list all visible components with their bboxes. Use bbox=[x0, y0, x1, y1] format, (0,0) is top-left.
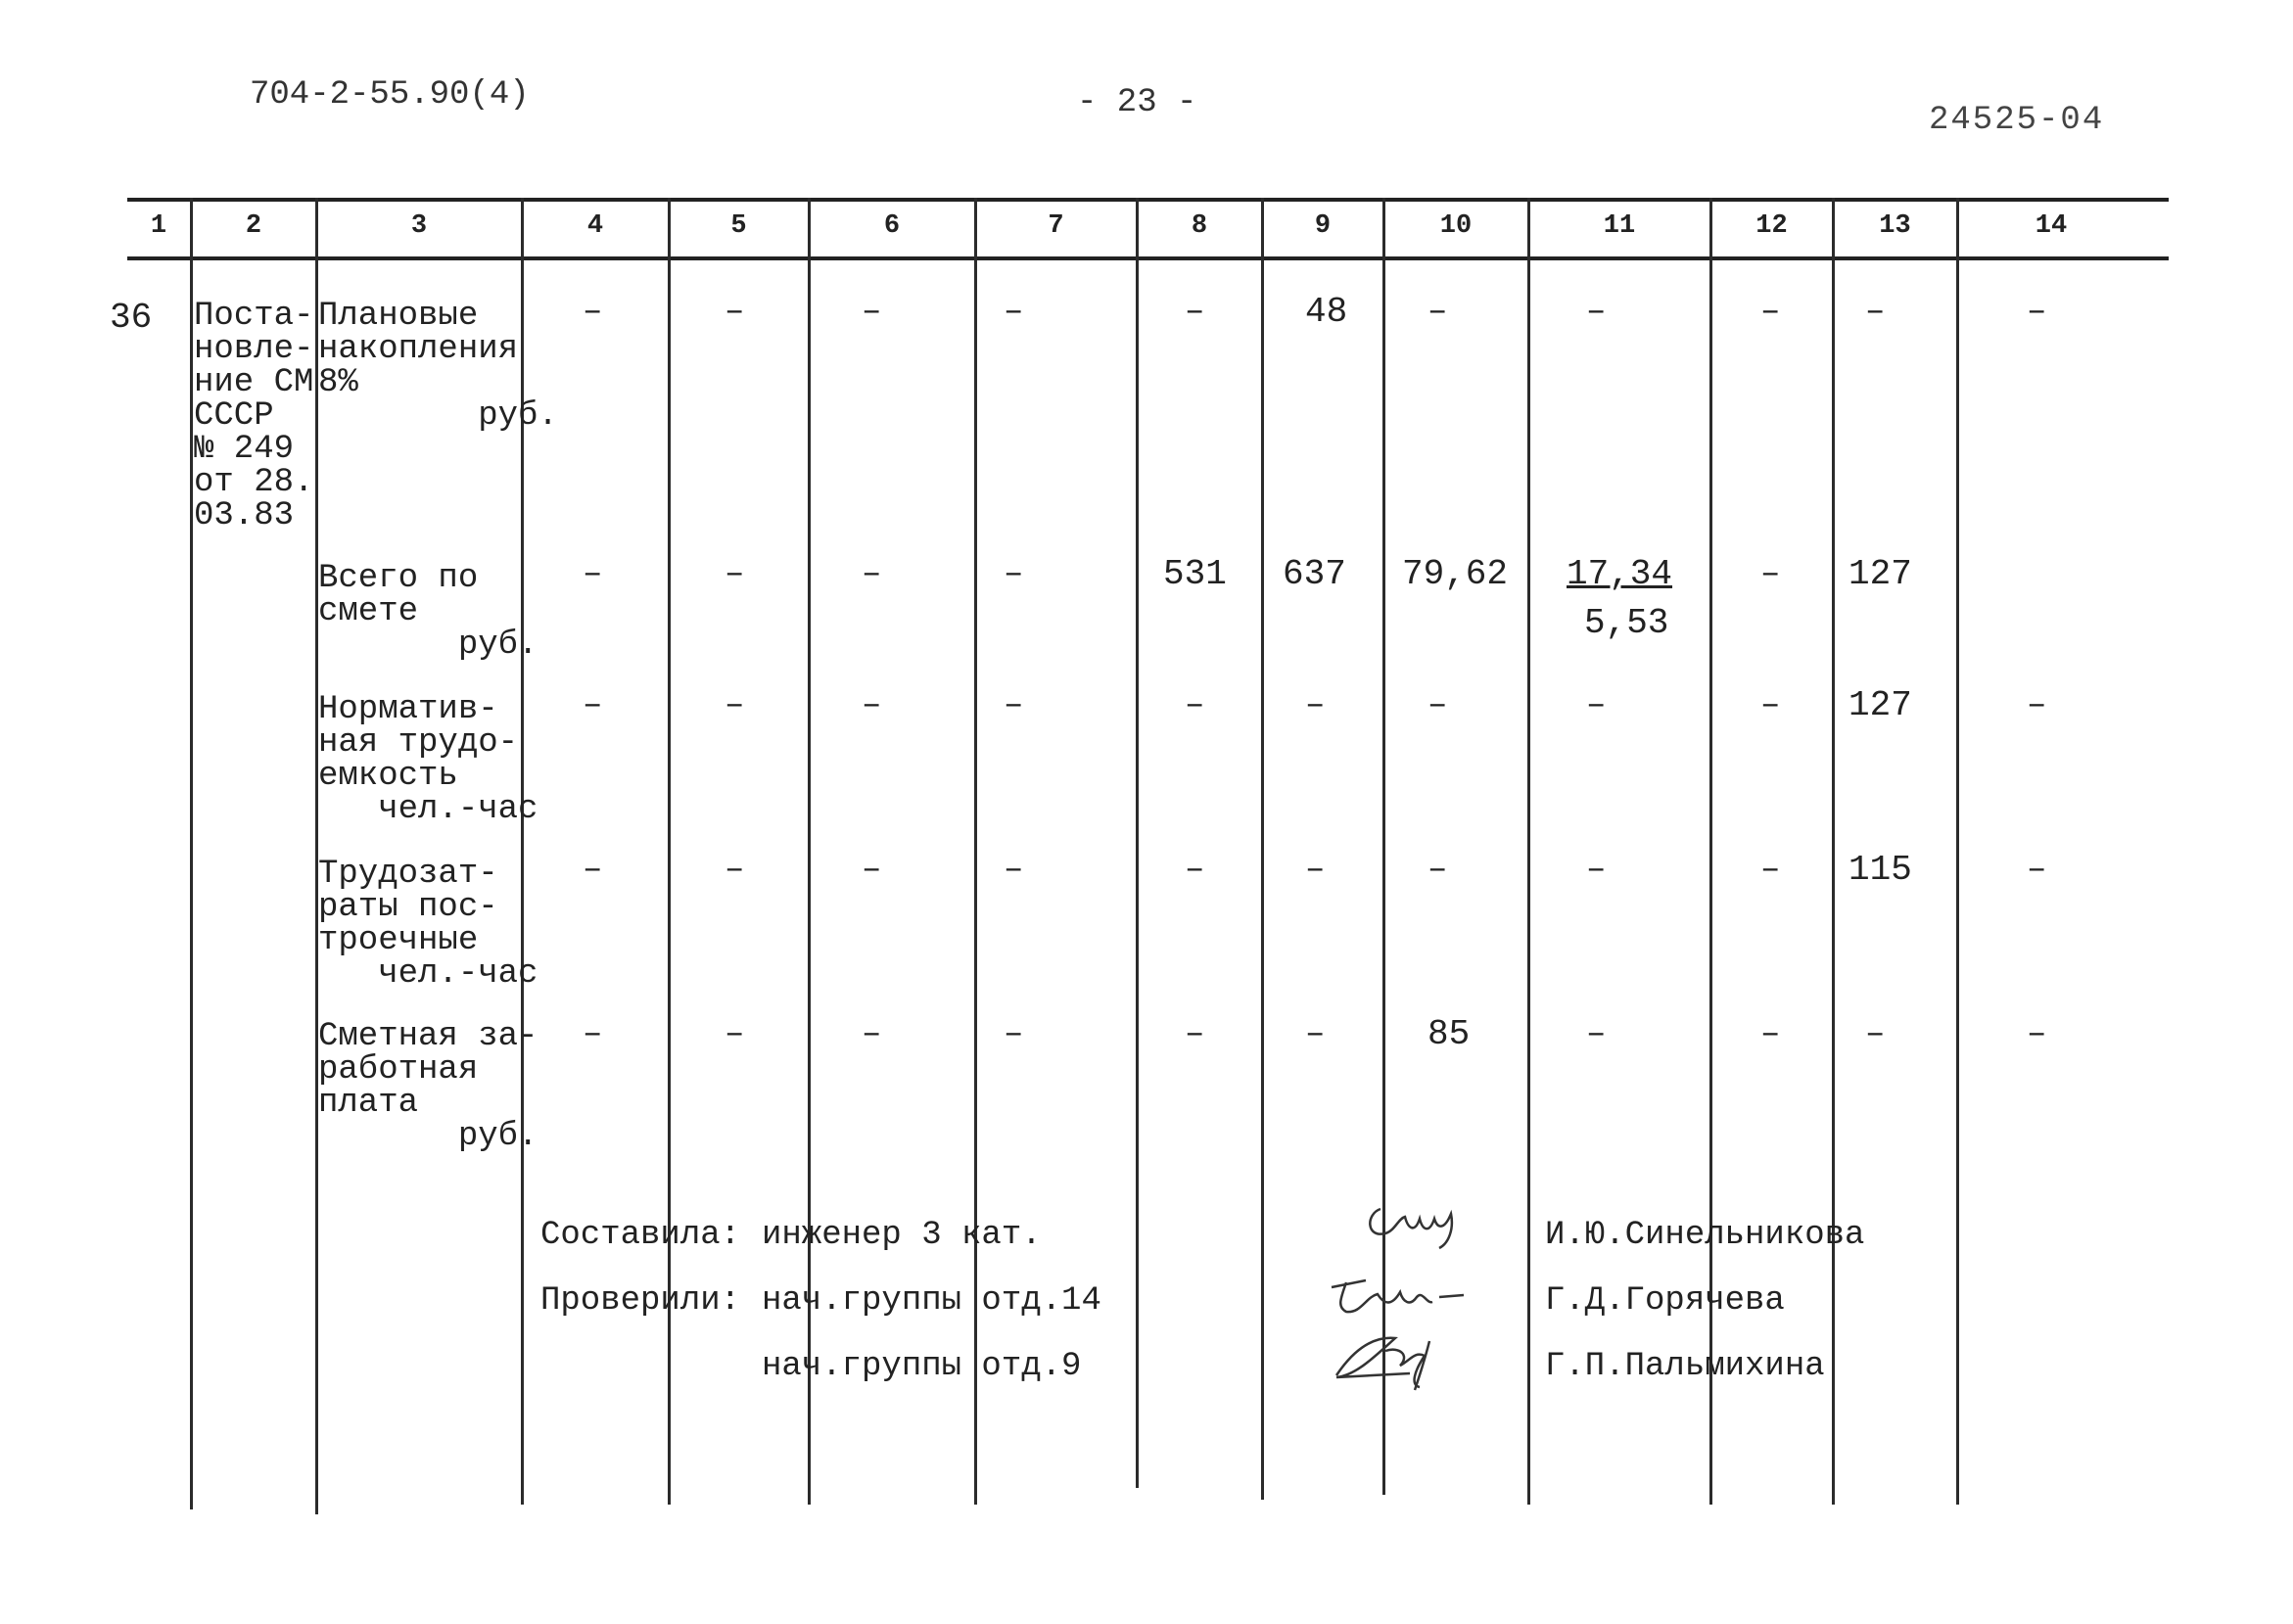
cell-value: 115 bbox=[1848, 850, 1912, 890]
column-number: 4 bbox=[586, 211, 604, 241]
row-label-line: руб. bbox=[318, 397, 558, 435]
row-number: 36 bbox=[110, 298, 153, 338]
cell-value: – bbox=[725, 294, 745, 331]
row-label-line: Трудозат- bbox=[318, 856, 498, 893]
row-label-line: раты пос- bbox=[318, 889, 498, 926]
cell-value: – bbox=[1185, 852, 1205, 889]
cell-value: – bbox=[1586, 852, 1607, 889]
column-number: 11 bbox=[1603, 211, 1636, 241]
row-label-line: Норматив- bbox=[318, 691, 498, 728]
signature-compiler bbox=[1361, 1189, 1478, 1253]
cell-value: – bbox=[1305, 1016, 1326, 1053]
basis-line: от 28. bbox=[194, 464, 314, 501]
cell-value: – bbox=[2027, 1016, 2047, 1053]
cell-value: – bbox=[725, 687, 745, 724]
row-label-line: троечные bbox=[318, 922, 479, 959]
compiled-label: Составила: bbox=[540, 1217, 741, 1254]
column-number: 8 bbox=[1191, 211, 1208, 241]
cell-value: – bbox=[862, 852, 882, 889]
cell-value: – bbox=[1760, 556, 1781, 593]
column-number: 10 bbox=[1439, 211, 1473, 241]
compiled-name: И.Ю.Синельникова bbox=[1545, 1217, 1865, 1254]
cell-value: – bbox=[725, 1016, 745, 1053]
cell-value: – bbox=[1760, 852, 1781, 889]
column-divider bbox=[1832, 198, 1835, 1505]
column-number: 7 bbox=[1048, 211, 1064, 241]
column-number: 14 bbox=[2035, 211, 2068, 241]
cell-value: – bbox=[2027, 852, 2047, 889]
cell-value: – bbox=[1004, 1016, 1024, 1053]
cell-value: 85 bbox=[1427, 1014, 1471, 1054]
row-label-line: Плановые bbox=[318, 298, 479, 335]
row-label-line: чел.-час bbox=[318, 791, 538, 828]
column-number: 6 bbox=[883, 211, 901, 241]
row-label-line: чел.-час bbox=[318, 955, 538, 993]
cell-value: 17,34 bbox=[1567, 554, 1673, 594]
cell-value: 637 bbox=[1283, 554, 1346, 594]
cell-value: – bbox=[1004, 687, 1024, 724]
cell-value: – bbox=[1586, 687, 1607, 724]
cell-value: – bbox=[2027, 687, 2047, 724]
cell-value: 531 bbox=[1163, 554, 1227, 594]
table-top-rule bbox=[127, 198, 2169, 202]
basis-line: СССР bbox=[194, 397, 274, 435]
cell-value: – bbox=[583, 556, 603, 593]
row-label-line: накопления bbox=[318, 331, 519, 368]
cell-value-second: 5,53 bbox=[1584, 603, 1669, 643]
cell-value: – bbox=[1865, 1016, 1886, 1053]
basis-line: новле- bbox=[194, 331, 314, 368]
row-label-line: работная bbox=[318, 1051, 479, 1089]
row-label-line: Всего по bbox=[318, 560, 479, 597]
basis-line: ние СМ bbox=[194, 364, 314, 401]
checked-name-2: Г.П.Пальмихина bbox=[1545, 1348, 1825, 1385]
cell-value: – bbox=[583, 852, 603, 889]
cell-value: 127 bbox=[1848, 554, 1912, 594]
signature-checker-2 bbox=[1317, 1317, 1483, 1395]
row-label-line: руб. bbox=[318, 1118, 538, 1155]
inventory-number: 24525-04 bbox=[1929, 102, 2105, 139]
cell-value: – bbox=[1427, 687, 1448, 724]
cell-value: – bbox=[1427, 294, 1448, 331]
row-label-line: 8% bbox=[318, 364, 358, 401]
cell-value: – bbox=[1305, 852, 1326, 889]
basis-line: Поста- bbox=[194, 298, 314, 335]
cell-value: 79,62 bbox=[1402, 554, 1509, 594]
cell-value: 127 bbox=[1848, 685, 1912, 725]
checked-position-1: нач.группы отд.14 bbox=[762, 1282, 1101, 1320]
cell-value: – bbox=[1185, 687, 1205, 724]
cell-value: – bbox=[1760, 294, 1781, 331]
cell-value: – bbox=[862, 556, 882, 593]
cell-value: – bbox=[1586, 294, 1607, 331]
column-divider bbox=[1956, 198, 1959, 1505]
cell-value: – bbox=[725, 852, 745, 889]
row-label-line: руб. bbox=[318, 626, 538, 664]
column-divider bbox=[521, 198, 524, 1505]
column-number: 13 bbox=[1879, 211, 1911, 241]
cell-value: – bbox=[1305, 687, 1326, 724]
cell-value: – bbox=[1586, 1016, 1607, 1053]
cell-value: – bbox=[2027, 294, 2047, 331]
row-label-line: ная трудо- bbox=[318, 724, 519, 762]
cell-value: – bbox=[1004, 294, 1024, 331]
cell-value: – bbox=[1760, 1016, 1781, 1053]
column-number: 12 bbox=[1755, 211, 1788, 241]
checked-name-1: Г.Д.Горячева bbox=[1545, 1282, 1785, 1320]
cell-value: 48 bbox=[1305, 292, 1348, 332]
cell-value: – bbox=[1865, 294, 1886, 331]
cell-value: – bbox=[862, 1016, 882, 1053]
checked-position-2: нач.группы отд.9 bbox=[762, 1348, 1082, 1385]
column-number: 3 bbox=[410, 211, 428, 241]
document-code: 704-2-55.90(4) bbox=[250, 76, 530, 114]
cell-value: – bbox=[725, 556, 745, 593]
cell-value: – bbox=[1185, 1016, 1205, 1053]
cell-value: – bbox=[1185, 294, 1205, 331]
cell-value: – bbox=[583, 294, 603, 331]
row-label-line: плата bbox=[318, 1085, 419, 1122]
compiled-position: инженер 3 кат. bbox=[762, 1217, 1042, 1254]
basis-line: № 249 bbox=[194, 431, 295, 468]
column-divider bbox=[1136, 198, 1139, 1488]
checked-label: Проверили: bbox=[540, 1282, 741, 1320]
cell-value: – bbox=[1004, 556, 1024, 593]
cell-value: – bbox=[1004, 852, 1024, 889]
column-number: 1 bbox=[150, 211, 167, 241]
page-number: - 23 - bbox=[1077, 84, 1197, 121]
column-number: 2 bbox=[245, 211, 262, 241]
cell-value: – bbox=[1760, 687, 1781, 724]
column-number: 9 bbox=[1314, 211, 1332, 241]
cell-value: – bbox=[1427, 852, 1448, 889]
cell-value: – bbox=[862, 294, 882, 331]
column-number: 5 bbox=[730, 211, 747, 241]
cell-value: – bbox=[583, 1016, 603, 1053]
cell-value: – bbox=[862, 687, 882, 724]
row-label-line: Сметная за- bbox=[318, 1018, 538, 1055]
row-label-line: смете bbox=[318, 593, 419, 630]
column-divider bbox=[190, 198, 193, 1509]
cell-value: – bbox=[583, 687, 603, 724]
row-label-line: емкость bbox=[318, 758, 458, 795]
column-divider bbox=[1261, 198, 1264, 1500]
table-header-rule bbox=[127, 256, 2169, 260]
basis-line: 03.83 bbox=[194, 497, 295, 534]
column-divider bbox=[1527, 198, 1530, 1505]
